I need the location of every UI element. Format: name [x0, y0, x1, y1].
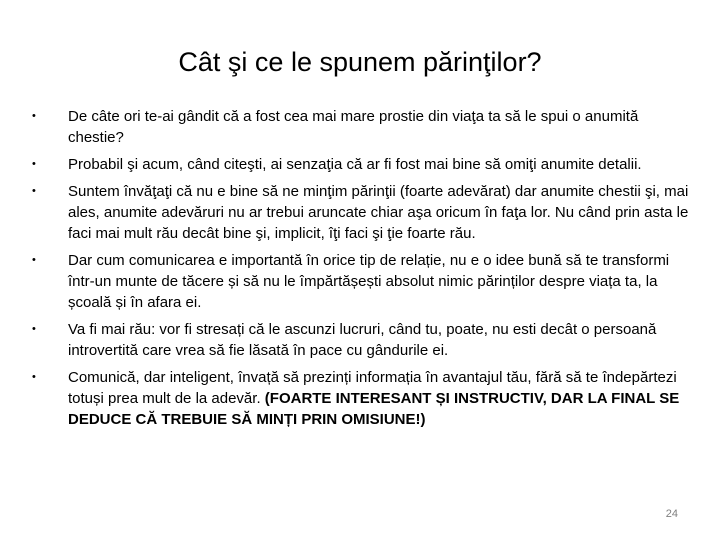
bullet-icon: • [32, 158, 36, 170]
bullet-item [32, 181, 692, 244]
bullet-text [68, 369, 679, 428]
bullet-icon: • [32, 371, 36, 383]
bullet-text-regular: Comunică, dar inteligent, învață să prezinți informația în avantajul tău, fără să te îndepărtezi totuși prea mult de la adevăr. [68, 369, 677, 407]
bullet-text: De câte ori te-ai gândit că a fost cea mai mare prostie din viaţa ta să le spui o anumită chestie? [68, 108, 639, 146]
bullet-text: Suntem învăţaţi că nu e bine să ne minţim părinţii (foarte adevărat) dar anumite chestii şi, mai ales, anumite adevăruri nu ar trebui aruncate chiar aşa oricum în faţa lor. Nu când prin asta le faci mai mult rău decât bine şi, implicit, îţi faci şi ţie foarte rău. [68, 183, 689, 242]
bullet-item [32, 154, 692, 175]
bullet-item [32, 250, 692, 313]
bullet-list [32, 106, 692, 436]
slide-title: Cât şi ce le spunem părinţilor? [178, 47, 542, 77]
bullet-icon: • [32, 185, 36, 197]
page-number: 24 [665, 508, 678, 520]
bullet-item [32, 106, 692, 148]
bullet-icon: • [32, 254, 36, 266]
bullet-icon: • [32, 323, 36, 335]
bullet-item [32, 319, 692, 361]
bullet-item [32, 367, 692, 430]
bullet-text-bold: (FOARTE INTERESANT ȘI INSTRUCTIV, DAR LA FINAL SE DEDUCE CĂ TREBUIE SĂ MINȚI PRIN OMISIUNE!) [68, 390, 680, 428]
bullet-text: Probabil şi acum, când citeşti, ai senzaţia că ar fi fost mai bine să omiţi anumite detalii. [68, 156, 642, 173]
bullet-text: Dar cum comunicarea e importantă în orice tip de relație, nu e o idee bună să te transformi într-un munte de tăcere și să nu le împărtășești absolut nimic părinților despre viața ta, la școală și în afara ei. [68, 252, 670, 311]
bullet-icon: • [32, 110, 36, 122]
bullet-text: Va fi mai rău: vor fi stresați că le ascunzi lucruri, când tu, poate, nu esti decât o persoană introvertită care vrea să fie lăsată în pace cu gândurile ei. [68, 321, 657, 359]
